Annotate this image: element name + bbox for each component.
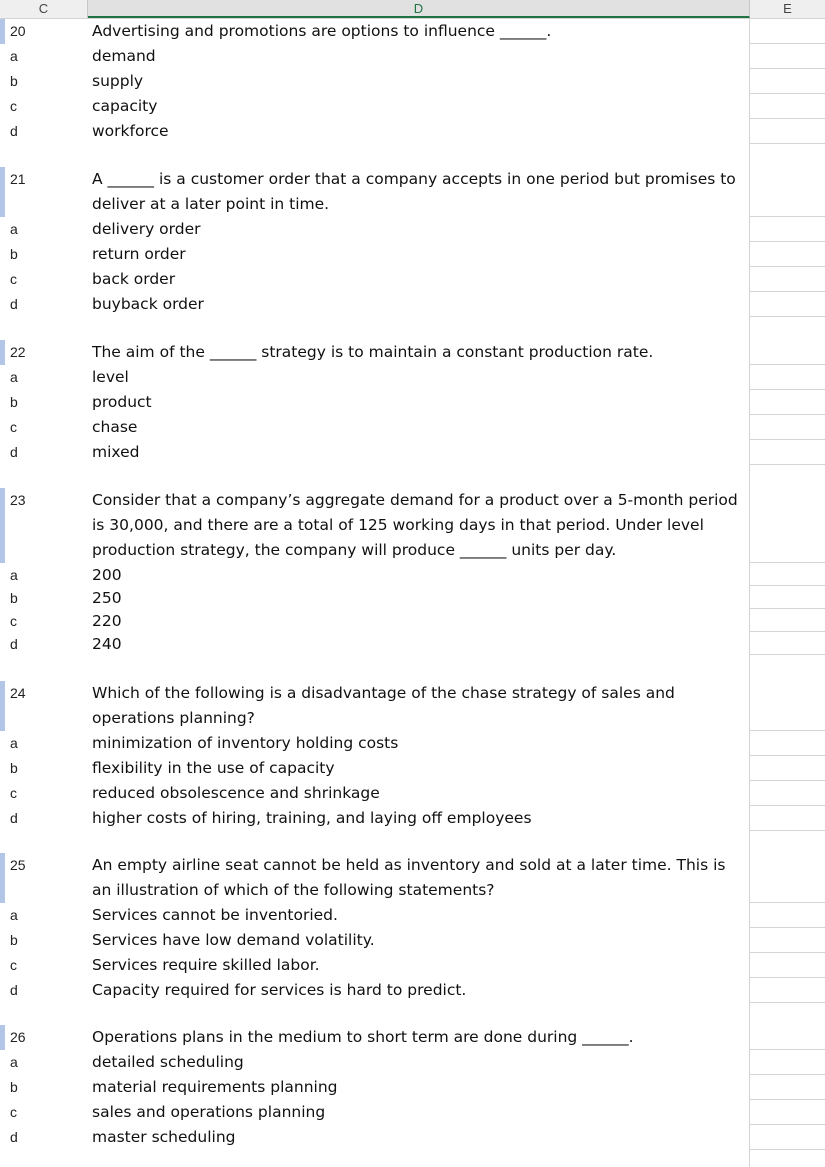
empty-cell-e[interactable]	[750, 853, 825, 903]
empty-cell-e[interactable]	[750, 731, 825, 756]
question-26-row	[0, 1025, 825, 1050]
option-c-text-cell[interactable]: Services require skilled labor.	[92, 956, 320, 974]
option-d-text-cell[interactable]: mixed	[92, 443, 140, 461]
question-25-row	[0, 853, 825, 903]
option-d-row	[0, 440, 825, 465]
question-23-row	[0, 488, 825, 563]
question-24-row	[0, 681, 825, 731]
option-a-row	[0, 365, 825, 390]
option-c-label-cell[interactable]: c	[10, 419, 17, 435]
option-d-label-cell[interactable]: d	[10, 1129, 18, 1145]
option-c-row	[0, 1100, 825, 1125]
option-b-label-cell[interactable]: b	[10, 394, 18, 410]
empty-cell-e[interactable]	[750, 978, 825, 1003]
question-23-text-cell[interactable]: Consider that a company’s aggregate demand for a product over a 5-month period is 30,000, and there are a total of 125 working days in that period. Under level production strategy, the company will produce ______ units per day.	[92, 491, 743, 559]
question-20-row	[0, 19, 825, 44]
option-a-label-cell[interactable]: a	[10, 221, 18, 237]
option-b-text-cell[interactable]: 250	[92, 589, 122, 607]
question-23-label-cell[interactable]: 23	[0, 488, 88, 563]
option-c-text-cell[interactable]: sales and operations planning	[92, 1103, 326, 1121]
option-c-text-cell[interactable]: 220	[92, 612, 122, 630]
empty-cell-e[interactable]	[750, 953, 825, 978]
option-a-text-cell[interactable]: 200	[92, 566, 122, 584]
option-c-row	[0, 781, 825, 806]
empty-cell-e[interactable]	[750, 586, 825, 609]
option-b-label-cell[interactable]: b	[10, 246, 18, 262]
option-b-text-cell[interactable]: flexibility in the use of capacity	[92, 759, 335, 777]
option-d-text-cell[interactable]: higher costs of hiring, training, and laying off employees	[92, 809, 532, 827]
question-20-label-cell[interactable]: 20	[0, 19, 88, 44]
option-c-text-cell[interactable]: back order	[92, 270, 176, 288]
option-b-label-cell[interactable]: b	[10, 73, 18, 89]
option-a-label-cell[interactable]: a	[10, 735, 18, 751]
option-b-row	[0, 390, 825, 415]
option-d-label-cell[interactable]: d	[10, 636, 18, 652]
empty-cell-e[interactable]	[750, 903, 825, 928]
question-21-text-cell[interactable]: A ______ is a customer order that a company accepts in one period but promises to deliver at a later point in time.	[92, 170, 741, 213]
option-c-label-cell[interactable]: c	[10, 957, 17, 973]
empty-cell-e[interactable]	[750, 415, 825, 440]
empty-cell-e[interactable]	[750, 267, 825, 292]
option-c-label-cell[interactable]: c	[10, 1104, 17, 1120]
empty-cell-e[interactable]	[750, 94, 825, 119]
option-b-text-cell[interactable]: product	[92, 393, 152, 411]
empty-cell-e[interactable]	[750, 1050, 825, 1075]
empty-cell-e[interactable]	[750, 781, 825, 806]
question-22-label-cell[interactable]: 22	[0, 340, 88, 365]
option-b-text-cell[interactable]: material requirements planning	[92, 1078, 338, 1096]
option-a-row	[0, 731, 825, 756]
option-d-label-cell[interactable]: d	[10, 982, 18, 998]
option-d-label-cell[interactable]: d	[10, 296, 18, 312]
option-c-row	[0, 609, 825, 632]
option-d-row	[0, 978, 825, 1003]
empty-cell-e[interactable]	[750, 167, 825, 217]
option-b-text-cell[interactable]: supply	[92, 72, 144, 90]
option-d-row	[0, 632, 825, 655]
empty-cell-e[interactable]	[750, 242, 825, 267]
option-b-row	[0, 242, 825, 267]
option-d-text-cell[interactable]: 240	[92, 635, 122, 653]
option-b-row	[0, 69, 825, 94]
option-c-label-cell[interactable]: c	[10, 785, 17, 801]
option-b-row	[0, 756, 825, 781]
column-header-c[interactable]: C	[0, 0, 88, 18]
option-b-label-cell[interactable]: b	[10, 590, 18, 606]
spreadsheet-grid	[0, 19, 825, 1167]
empty-cell-e[interactable]	[750, 44, 825, 69]
option-a-text-cell[interactable]: detailed scheduling	[92, 1053, 244, 1071]
option-c-text-cell[interactable]: capacity	[92, 97, 158, 115]
option-d-row	[0, 1125, 825, 1150]
question-24-label-cell[interactable]: 24	[0, 681, 88, 731]
option-b-label-cell[interactable]: b	[10, 1079, 18, 1095]
question-21-label-cell[interactable]: 21	[0, 167, 88, 217]
question-25-text-cell[interactable]: An empty airline seat cannot be held as inventory and sold at a later time. This is an illustration of which of the following statements?	[92, 856, 731, 899]
empty-cell-e[interactable]	[750, 340, 825, 365]
empty-cell-e[interactable]	[750, 69, 825, 94]
option-d-row	[0, 119, 825, 144]
option-d-text-cell[interactable]: workforce	[92, 122, 169, 140]
option-d-label-cell[interactable]: d	[10, 444, 18, 460]
option-d-row	[0, 806, 825, 831]
option-a-text-cell[interactable]: level	[92, 368, 129, 386]
empty-cell-e[interactable]	[750, 488, 825, 563]
option-a-row	[0, 217, 825, 242]
option-a-label-cell[interactable]: a	[10, 567, 18, 583]
option-d-text-cell[interactable]: master scheduling	[92, 1128, 236, 1146]
option-b-row	[0, 586, 825, 609]
question-26-label-cell[interactable]: 26	[0, 1025, 88, 1050]
empty-cell-e[interactable]	[750, 928, 825, 953]
empty-cell-e[interactable]	[750, 632, 825, 655]
option-d-label-cell[interactable]: d	[10, 810, 18, 826]
option-c-text-cell[interactable]: reduced obsolescence and shrinkage	[92, 784, 380, 802]
option-b-row	[0, 928, 825, 953]
option-c-row	[0, 415, 825, 440]
option-c-label-cell[interactable]: c	[10, 98, 17, 114]
empty-cell-e[interactable]	[750, 806, 825, 831]
option-a-row	[0, 44, 825, 69]
empty-cell-e[interactable]	[750, 390, 825, 415]
option-c-row	[0, 953, 825, 978]
option-a-row	[0, 1050, 825, 1075]
question-21-row	[0, 167, 825, 217]
option-c-label-cell[interactable]: c	[10, 613, 17, 629]
option-b-label-cell[interactable]: b	[10, 760, 18, 776]
empty-cell-e[interactable]	[750, 365, 825, 390]
empty-cell-e[interactable]	[750, 217, 825, 242]
option-d-text-cell[interactable]: buyback order	[92, 295, 204, 313]
empty-cell-e[interactable]	[750, 1025, 825, 1050]
option-d-text-cell[interactable]: Capacity required for services is hard to predict.	[92, 981, 467, 999]
empty-cell-e[interactable]	[750, 563, 825, 586]
empty-cell-e[interactable]	[750, 19, 825, 44]
empty-cell-e[interactable]	[750, 119, 825, 144]
option-c-row	[0, 267, 825, 292]
empty-cell-e[interactable]	[750, 440, 825, 465]
question-22-row	[0, 340, 825, 365]
option-a-text-cell[interactable]: Services cannot be inventoried.	[92, 906, 338, 924]
option-a-label-cell[interactable]: a	[10, 1054, 18, 1070]
option-c-label-cell[interactable]: c	[10, 271, 17, 287]
question-25-label-cell[interactable]: 25	[0, 853, 88, 903]
option-a-text-cell[interactable]: delivery order	[92, 220, 201, 238]
column-header-e[interactable]: E	[750, 0, 825, 18]
option-b-row	[0, 1075, 825, 1100]
question-24-text-cell[interactable]: Which of the following is a disadvantage of the chase strategy of sales and operations planning?	[92, 684, 680, 727]
option-b-text-cell[interactable]: return order	[92, 245, 186, 263]
option-a-label-cell[interactable]: a	[10, 48, 18, 64]
option-b-label-cell[interactable]: b	[10, 932, 18, 948]
option-d-label-cell[interactable]: d	[10, 123, 18, 139]
empty-cell-e[interactable]	[750, 756, 825, 781]
option-c-text-cell[interactable]: chase	[92, 418, 138, 436]
option-c-row	[0, 94, 825, 119]
option-a-row	[0, 903, 825, 928]
option-a-row	[0, 563, 825, 586]
option-a-text-cell[interactable]: minimization of inventory holding costs	[92, 734, 399, 752]
question-20-text-cell[interactable]: Advertising and promotions are options to influence ______.	[92, 22, 552, 40]
empty-cell-e[interactable]	[750, 1100, 825, 1125]
question-22-text-cell[interactable]: The aim of the ______ strategy is to maintain a constant production rate.	[92, 343, 654, 361]
empty-cell-e[interactable]	[750, 1075, 825, 1100]
column-header-d[interactable]: D	[88, 0, 750, 18]
option-b-text-cell[interactable]: Services have low demand volatility.	[92, 931, 375, 949]
empty-cell-e[interactable]	[750, 292, 825, 317]
option-a-label-cell[interactable]: a	[10, 369, 18, 385]
column-header-bar	[0, 0, 825, 19]
option-a-text-cell[interactable]: demand	[92, 47, 156, 65]
empty-cell-e[interactable]	[750, 1125, 825, 1150]
empty-cell-e[interactable]	[750, 681, 825, 731]
empty-cell-e[interactable]	[750, 609, 825, 632]
question-26-text-cell[interactable]: Operations plans in the medium to short term are done during ______.	[92, 1028, 634, 1046]
option-d-row	[0, 292, 825, 317]
option-a-label-cell[interactable]: a	[10, 907, 18, 923]
